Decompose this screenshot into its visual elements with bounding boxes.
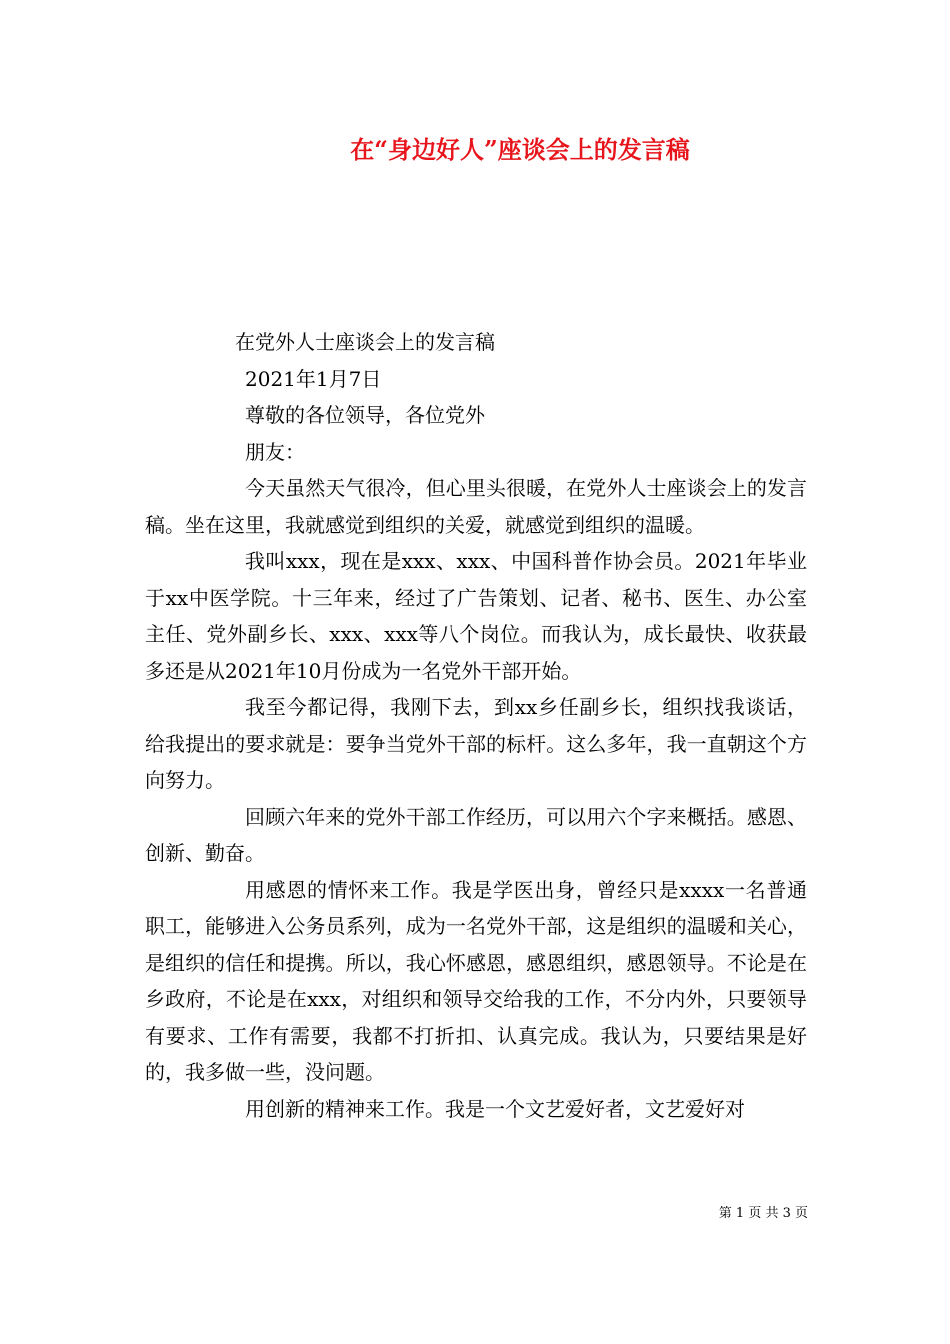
salutation-line-1: 尊敬的各位领导，各位党外 (245, 403, 485, 427)
paragraph-1: 今天虽然天气很冷，但心里头很暖，在党外人士座谈会上的发言稿。坐在这里，我就感觉到组织的关爱，就感觉到组织的温暖。 (145, 476, 807, 537)
paragraph-4: 回顾六年来的党外干部工作经历，可以用六个字来概括。感恩、创新、勤奋。 (145, 804, 807, 865)
speech-date: 2021年1月7日 (245, 366, 382, 391)
document-body (145, 324, 807, 1127)
salutation-line-2: 朋友： (245, 439, 305, 464)
paragraph-5: 用感恩的情怀来工作。我是学医出身，曾经只是xxxx一名普通职工，能够进入公务员系列，成为一名党外干部，这是组织的温暖和关心，是组织的信任和提携。所以，我心怀感恩，感恩组织，感恩领导。不论是在乡政府，不论是在xxx，对组织和领导交给我的工作，不分内外，只要领导有要求、工作有需要，我都不打折扣、认真完成。我认为，只要结果是好的，我多做一些，没问题。 (145, 877, 807, 1084)
paragraph-6: 用创新的精神来工作。我是一个文艺爱好者，文艺爱好对 (245, 1096, 745, 1121)
speech-heading: 在党外人士座谈会上的发言稿 (235, 330, 495, 354)
paragraph-2: 我叫xxx，现在是xxx、xxx、中国科普作协会员。2021年毕业于xx中医学院。十三年来，经过了广告策划、记者、秘书、医生、办公室主任、党外副乡长、xxx、xxx等八个岗位。而我认为，成长最快、收获最多还是从2021年10月份成为一名党外干部开始。 (145, 549, 807, 683)
paragraph-3: 我至今都记得，我刚下去，到xx乡任副乡长，组织找我谈话，给我提出的要求就是：要争当党外干部的标杆。这么多年，我一直朝这个方向努力。 (145, 695, 807, 792)
page-number-footer: 第 1 页 共 3 页 (718, 1206, 808, 1221)
document-title: 在“身边好人”座谈会上的发言稿 (350, 135, 690, 164)
